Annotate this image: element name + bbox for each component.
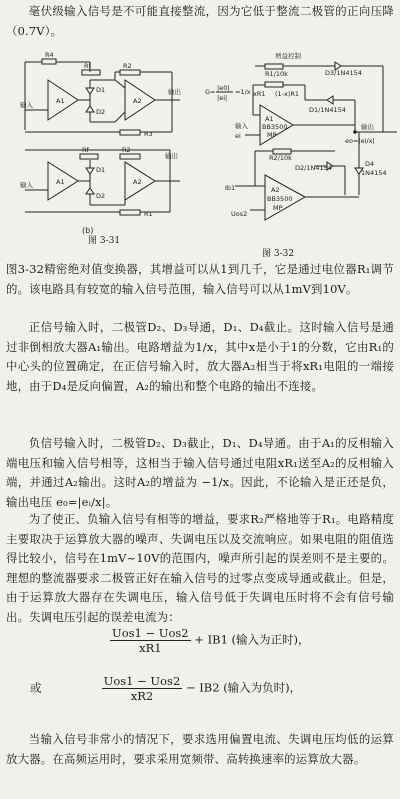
d1-label: D1 [96,86,106,94]
a1-label: A1 [265,115,274,123]
a2-label: A2 [133,97,142,105]
paragraph-1: 图3-32精密绝对值变换器，其增益可以从1到几千，它是通过电位器R₁调节的。该电路具有较宽的输入信号范围，输入信号可以从1mV到10V。 [6,262,394,296]
gain-formula-lhs: G= [205,88,216,96]
output-b-label: 输出 [165,152,178,160]
ib1-label: Ib1 [225,184,236,192]
a2-b-label: A2 [133,178,142,186]
a1-b-label: A1 [56,178,65,186]
r3-label: R3 [144,130,153,138]
paragraph-3: 负信号输入时，二极管D₂、D₃截止，D₁、D₄导通。由于A₁的反相输入端电压和输入信号相等，这相当于输入信号通过电阻xR₁送至A₂的反相输入端，并通过A₂输出。这时A₂的增益为 −1/x。因此，不论输入是正还是负，输出电压 e₀=|eᵢ/x|。 [6,436,394,509]
figure-3-31-circuit [20,50,190,242]
figure-3-32-circuit [205,50,397,246]
gain-formula-den: |ei| [217,94,228,102]
r1-b-label: R1 [144,210,153,218]
d4-model: 1N4154 [361,169,387,177]
xr1-label: xR1 [253,90,266,98]
a1-label: A1 [56,97,65,105]
eq1-numerator: Uos1 − Uos2 [112,626,189,640]
d2-label: D2 [96,108,106,116]
d2-b-label: D2 [96,192,106,200]
paragraph-5: 当输入信号非常小的情况下，要求选用偏置电流、失调电压均低的运算放大器。在高频运用时，要求采用宽频带、高转换速率的运算放大器。 [6,732,394,766]
amp2-model: BB3500 [267,195,293,203]
eq2-prefix: 或 [30,680,42,695]
amp1-model: BB3500 [262,123,288,131]
intro-paragraph: 毫伏级输入信号是不可能直接整流，因为它低于整流二极管的正向压降（0.7V）。 [6,4,394,38]
a2-label: A2 [271,186,280,194]
amp1-grade: MP [267,131,277,139]
d2-label: D2/1N4154 [295,164,332,172]
gain-formula-rhs: =1/x [235,88,251,96]
eq1-denominator: xR1 [139,641,162,655]
output-label: 输出 [361,123,374,131]
r1-label: R1/10k [265,70,288,78]
eq2-denominator: xR2 [130,689,154,703]
ei-label: ei [235,132,241,140]
eq1-tail: + IB1 (输入为正时)， [194,632,310,647]
amp2-grade: MP [273,204,283,212]
uos2-label: Uos2 [231,210,248,218]
equation-2 [30,674,301,703]
eq2-numerator: Uos1 − Uos2 [103,674,181,688]
r2-label: R2/10k [269,154,292,162]
figure-3-31-caption: 图 3-31 [88,236,121,246]
d1-label: D1/1N4154 [309,106,346,114]
input-label: 输入 [235,122,248,130]
eq2-tail: − IB2 (输入为负时)， [185,680,302,695]
paragraph-2: 正信号输入时，二极管D₂、D₃导通，D₁、D₄截止。这时输入信号是通过非倒相放大器A₁输出。电路增益为1/x，其中x是小于1的分数，它由R₁的中心头的位置确定，在正信号输入时，放大器A₂相当于将xR₁电阻的一端接地，由于D₄是反向偏置，A₂的输出和整个电路的输出不连接。 [6,320,394,393]
r4-label: R4 [45,51,54,59]
rf-label: Rf [84,62,91,70]
input-b-label: 输入 [20,181,33,189]
input-label: 输入 [20,101,33,109]
d3-label: D3/1N4154 [325,69,362,77]
equation-1 [110,626,310,655]
r2-b-label: R2 [122,146,131,154]
output-label: 输出 [168,88,181,96]
r2-label: R2 [123,62,132,70]
figure-3-32-caption: 图 3-32 [262,249,295,259]
eo-label: eo=|ei/x| [345,137,375,145]
x1r1-label: (1-x)R1 [275,90,300,98]
d1-b-label: D1 [96,166,106,174]
gain-formula-num: |e0| [217,84,230,92]
d4-label: D4 [365,160,375,168]
rf-b-label: Rf [82,146,89,154]
paragraph-4: 为了使正、负输入信号有相等的增益，要求R₂严格地等于R₁。电路精度主要取决于运算放大器的噪声、失调电压以及交流响应。如果电阻的阻值选得比较小，信号在1mV~10V的范围内，噪声所引起的误差则不是主要的。理想的整流器要求二极管正好在输入信号的过零点变成导通或截止。但是，由于运算放大器存在失调电压，输入信号低于失调电压时将不会有信号输出。失调电压引起的误差电流为： [6,512,394,624]
figure-31-sub-b: (b) [82,226,94,235]
gain-control-label: 增益控制 [275,52,301,60]
